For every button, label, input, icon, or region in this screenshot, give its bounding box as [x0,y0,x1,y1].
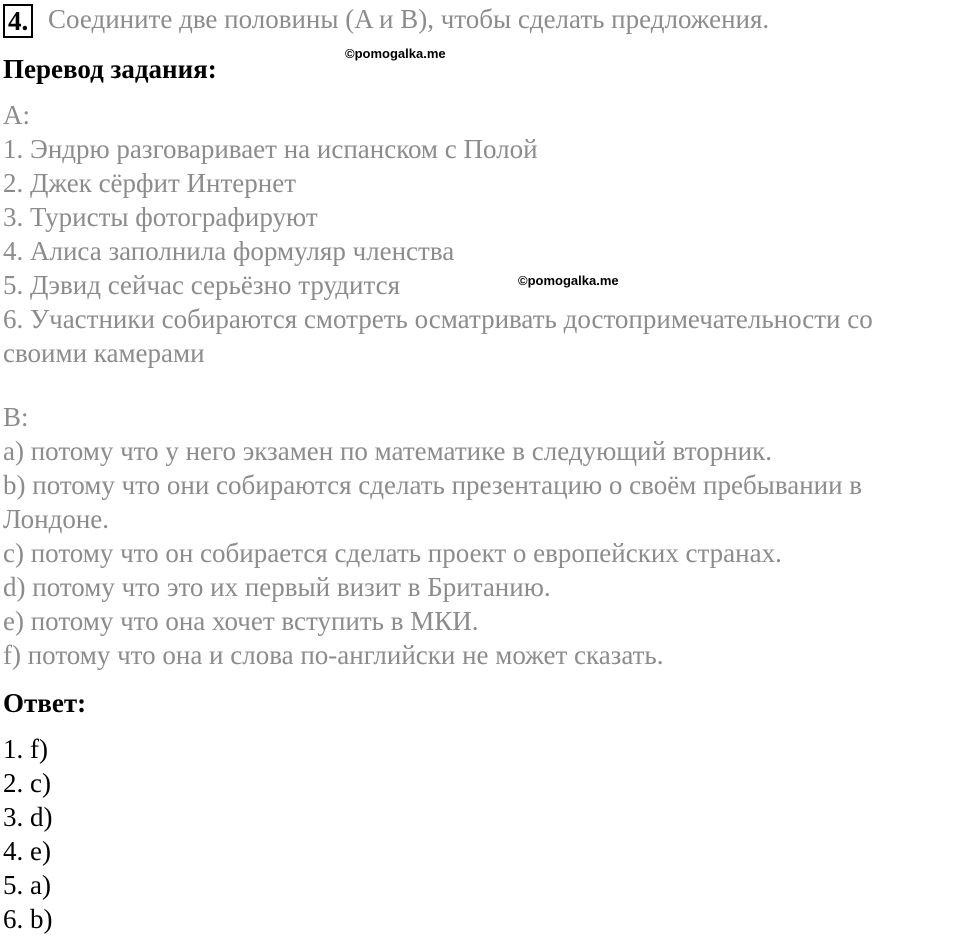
part-b-label: B: [3,402,29,432]
part-a-item: 1. Эндрю разговаривает на испанском с Полой [3,134,538,164]
part-a-item: 6. Участники собираются смотреть осматривать достопримечательности со [3,304,873,334]
part-b-item: c) потому что он собирается сделать проект о европейских странах. [3,538,782,568]
answer-item: 3. d) [3,802,53,832]
part-b-item: b) потому что они собираются сделать презентацию о своём пребывании в [3,470,863,500]
part-b-item-continuation: Лондоне. [3,504,110,534]
part-b-item: f) потому что она и слова по-английски не может сказать. [3,640,664,670]
part-a-label: A: [3,100,30,130]
part-a-item: 3. Туристы фотографируют [3,202,318,232]
answer-item: 5. a) [3,870,51,900]
task-number: 4. [3,4,33,38]
part-a-item-continuation: своими камерами [3,338,205,368]
part-b-item: e) потому что она хочет вступить в МКИ. [3,606,479,636]
part-a-item: 4. Алиса заполнила формуляр членства [3,236,455,266]
answer-item: 2. c) [3,768,51,798]
part-a-item: 5. Дэвид сейчас серьёзно трудится [3,270,400,300]
translation-heading: Перевод задания: [3,54,217,84]
part-b-item: d) потому что это их первый визит в Британию. [3,572,551,602]
answer-item: 6. b) [3,904,53,934]
part-a-item: 2. Джек сёрфит Интернет [3,168,296,198]
answer-heading: Ответ: [3,688,87,718]
watermark-top: ©pomogalka.me [345,46,446,61]
answer-item: 1. f) [3,734,48,764]
watermark-middle: ©pomogalka.me [518,273,619,288]
answer-item: 4. e) [3,836,51,866]
part-b-item: a) потому что у него экзамен по математике в следующий вторник. [3,436,772,466]
task-instruction: Соедините две половины (A и B), чтобы сделать предложения. [48,4,770,34]
